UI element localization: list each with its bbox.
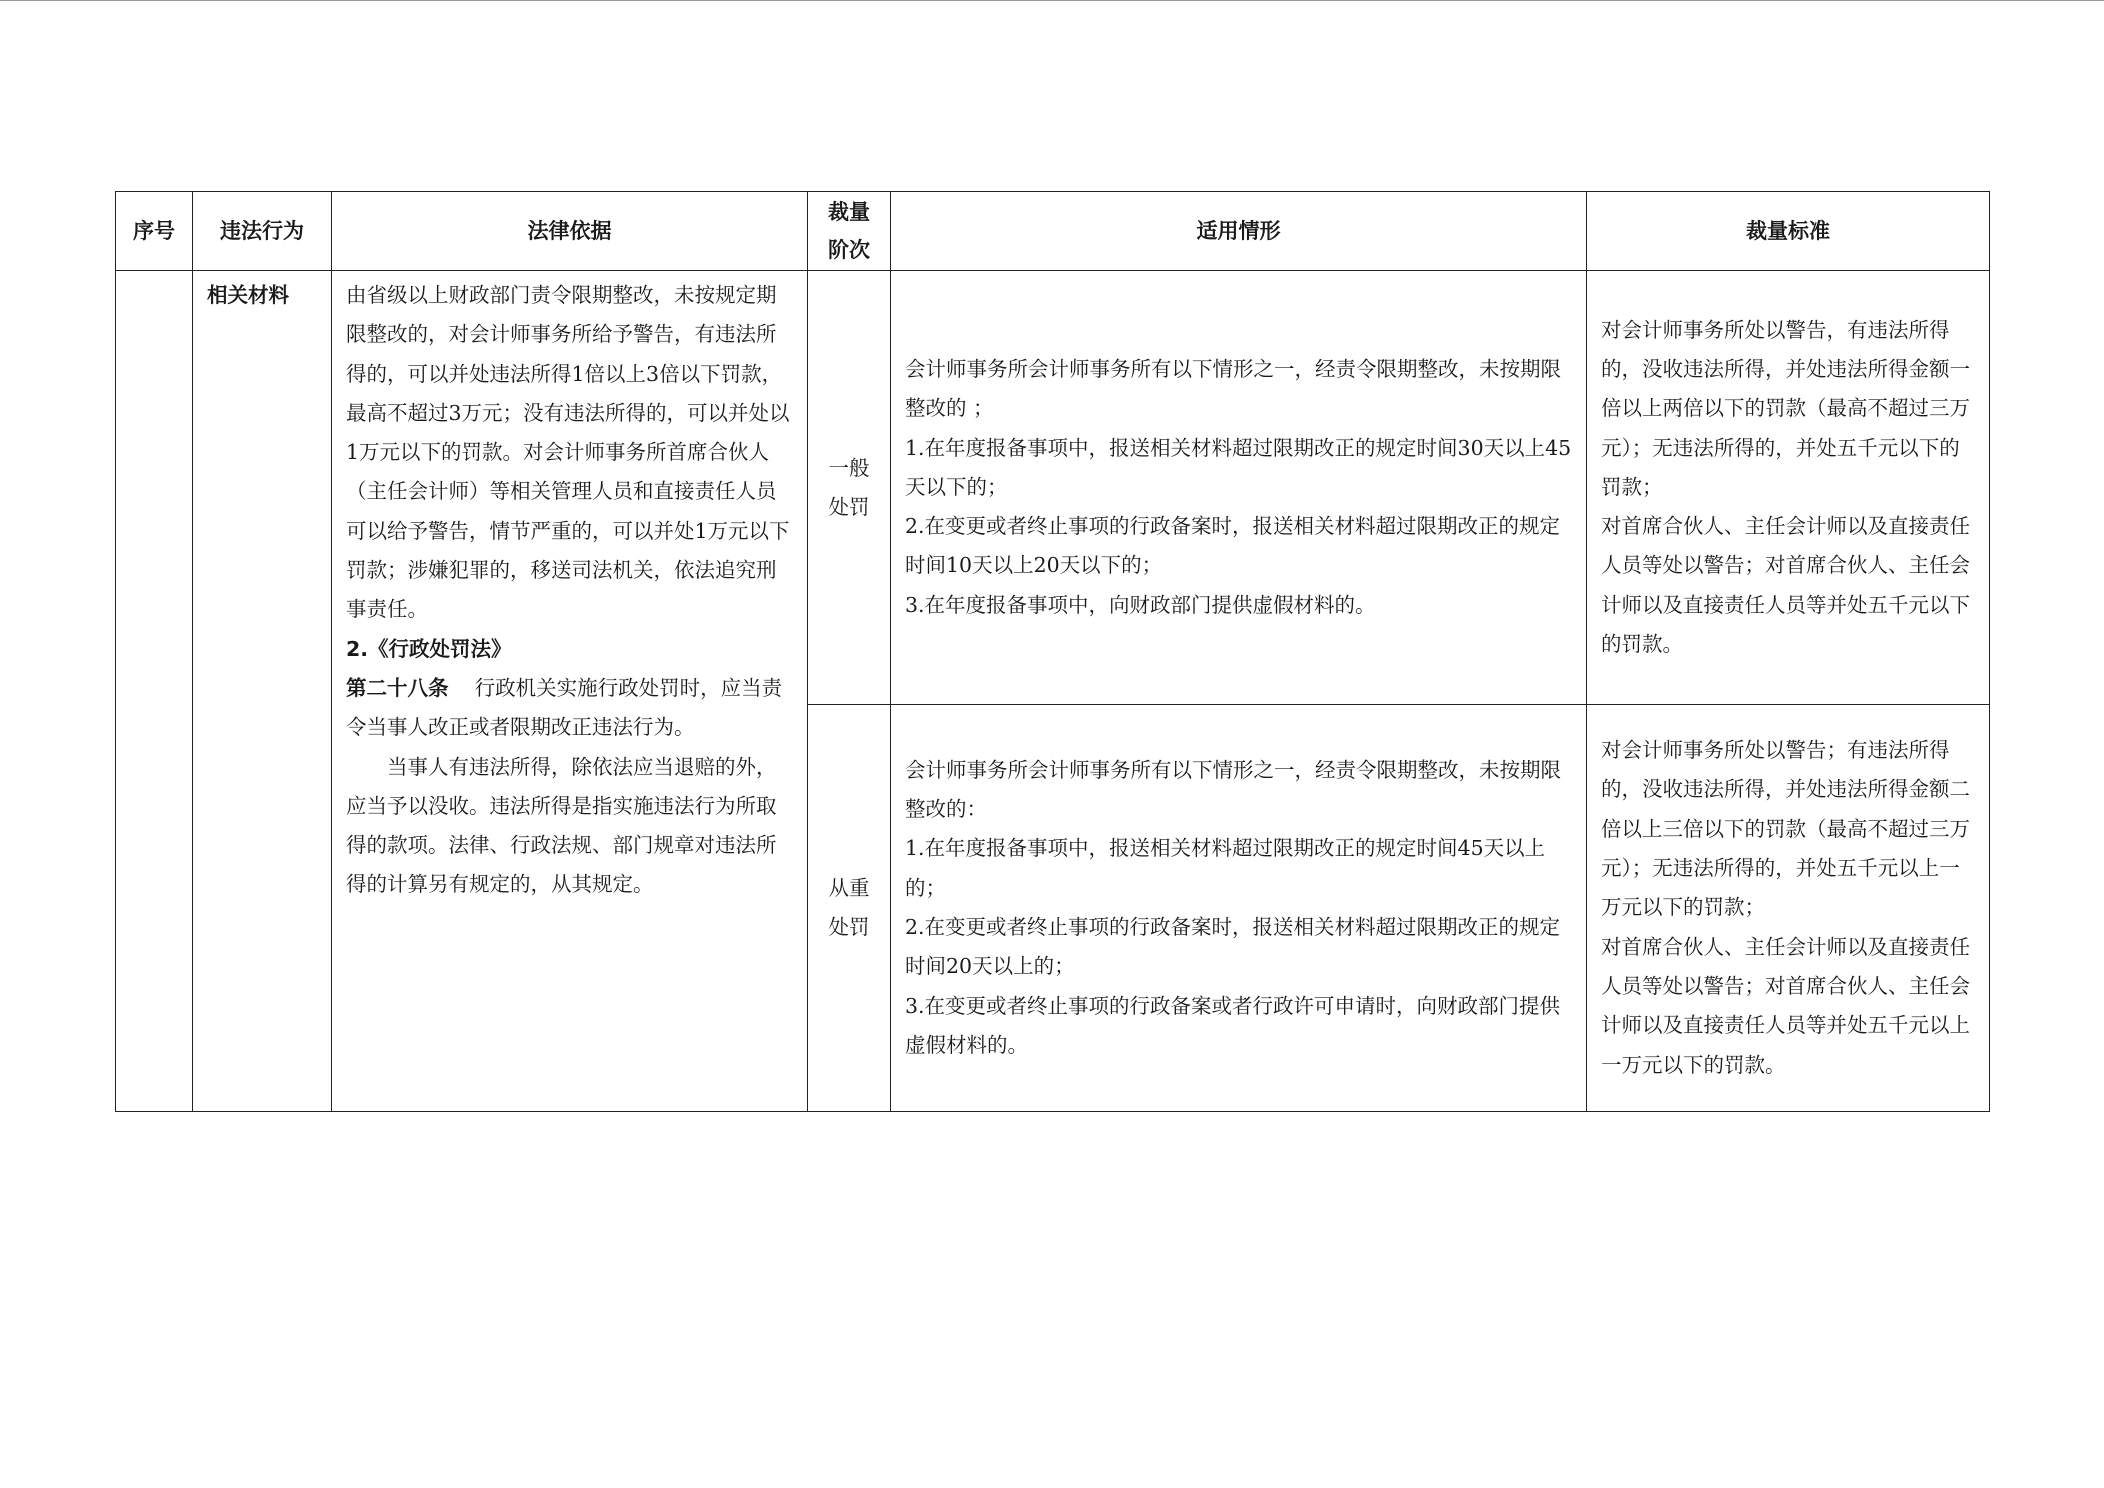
page-top-border [0, 0, 2104, 3]
standard-heavy-firm: 对会计师事务所处以警告；有违法所得的，没收违法所得，并处违法所得金额二倍以上三倍以下的罚款（最高不超过三万元）；无违法所得的，并处五千元以上一万元以下的罚款； [1601, 738, 1970, 920]
level-heavy-label: 从重处罚 [828, 876, 870, 939]
circumstance-general-intro: 会计师事务所会计师事务所有以下情形之一，经责令限期整改，未按期限整改的 ； [905, 356, 1561, 421]
standard-heavy-persons: 对首席合伙人、主任会计师以及直接责任人员等处以警告；对首席合伙人、主任会计师以及直接责任人员等并处五千元以上一万元以下的罚款。 [1601, 934, 1970, 1077]
header-violation: 违法行为 [193, 192, 332, 271]
circumstance-general-item-1: 1.在年度报备事项中，报送相关材料超过限期改正的规定时间30天以上45天以下的； [905, 435, 1572, 499]
standard-general-firm: 对会计师事务所处以警告，有违法所得的，没收违法所得，并处违法所得金额一倍以上两倍以下的罚款（最高不超过三万元）；无违法所得的，并处五千元以下的罚款； [1601, 317, 1970, 499]
cell-violation [193, 271, 332, 1112]
header-circumstance: 适用情形 [891, 192, 1587, 271]
header-level [808, 192, 891, 271]
cell-circumstance-heavy [891, 705, 1587, 1112]
level-general-label: 一般处罚 [828, 455, 870, 519]
cell-legal-basis [332, 271, 808, 1112]
standard-general-persons: 对首席合伙人、主任会计师以及直接责任人员等处以警告；对首席合伙人、主任会计师以及直接责任人员等并处五千元以下的罚款。 [1601, 514, 1970, 657]
cell-seq [116, 271, 193, 1112]
header-seq: 序号 [116, 192, 193, 271]
cell-standard-heavy [1587, 705, 1990, 1112]
circumstance-general-item-3: 3.在年度报备事项中，向财政部门提供虚假材料的。 [905, 592, 1376, 617]
header-legal-basis: 法律依据 [332, 192, 808, 271]
cell-circumstance-general [891, 271, 1587, 705]
table-row [116, 271, 1990, 705]
discretion-standards-table [115, 191, 1990, 1112]
cell-level-heavy [808, 705, 891, 1112]
circumstance-heavy-item-1: 1.在年度报备事项中，报送相关材料超过限期改正的规定时间45天以上的； [905, 836, 1546, 900]
legal-basis-paragraph-2: 当事人有违法所得，除依法应当退赔的外，应当予以没收。违法所得是指实施违法行为所取得的款项。法律、行政法规、部门规章对违法所得的计算另有规定的，从其规定。 [346, 754, 777, 897]
header-standard: 裁量标准 [1587, 192, 1990, 271]
law-2-title: 2.《行政处罚法》 [346, 636, 512, 661]
violation-text: 相关材料 [207, 283, 289, 307]
circumstance-heavy-intro: 会计师事务所会计师事务所有以下情形之一，经责令限期整改，未按期限整改的： [905, 757, 1561, 822]
header-level-text: 裁量阶次 [828, 200, 870, 262]
circumstance-heavy-item-2: 2.在变更或者终止事项的行政备案时，报送相关材料超过限期改正的规定时间20天以上的； [905, 915, 1561, 979]
article-28-number: 第二十八条 [346, 675, 449, 700]
article-28-text: 行政机关实施行政处罚时，应当责令当事人改正或者限期改正违法行为。 [346, 675, 783, 740]
cell-level-general [808, 271, 891, 705]
table-header-row [116, 192, 1990, 271]
legal-basis-paragraph-1: 由省级以上财政部门责令限期整改，未按规定期限整改的，对会计师事务所给予警告，有违法所得的，可以并处违法所得1倍以上3倍以下罚款，最高不超过3万元；没有违法所得的，可以并处以1万元以下的罚款。对会计师事务所首席合伙人（主任会计师）等相关管理人员和直接责任人员可以给予警告，情节严重的，可以并处1万元以下罚款；涉嫌犯罪的，移送司法机关，依法追究刑事责任。 [346, 283, 790, 622]
circumstance-general-item-2: 2.在变更或者终止事项的行政备案时，报送相关材料超过限期改正的规定时间10天以上20天以下的； [905, 514, 1561, 578]
article-28 [346, 669, 795, 748]
circumstance-heavy-item-3: 3.在变更或者终止事项的行政备案或者行政许可申请时，向财政部门提供虚假材料的。 [905, 993, 1561, 1057]
cell-standard-general [1587, 271, 1990, 705]
